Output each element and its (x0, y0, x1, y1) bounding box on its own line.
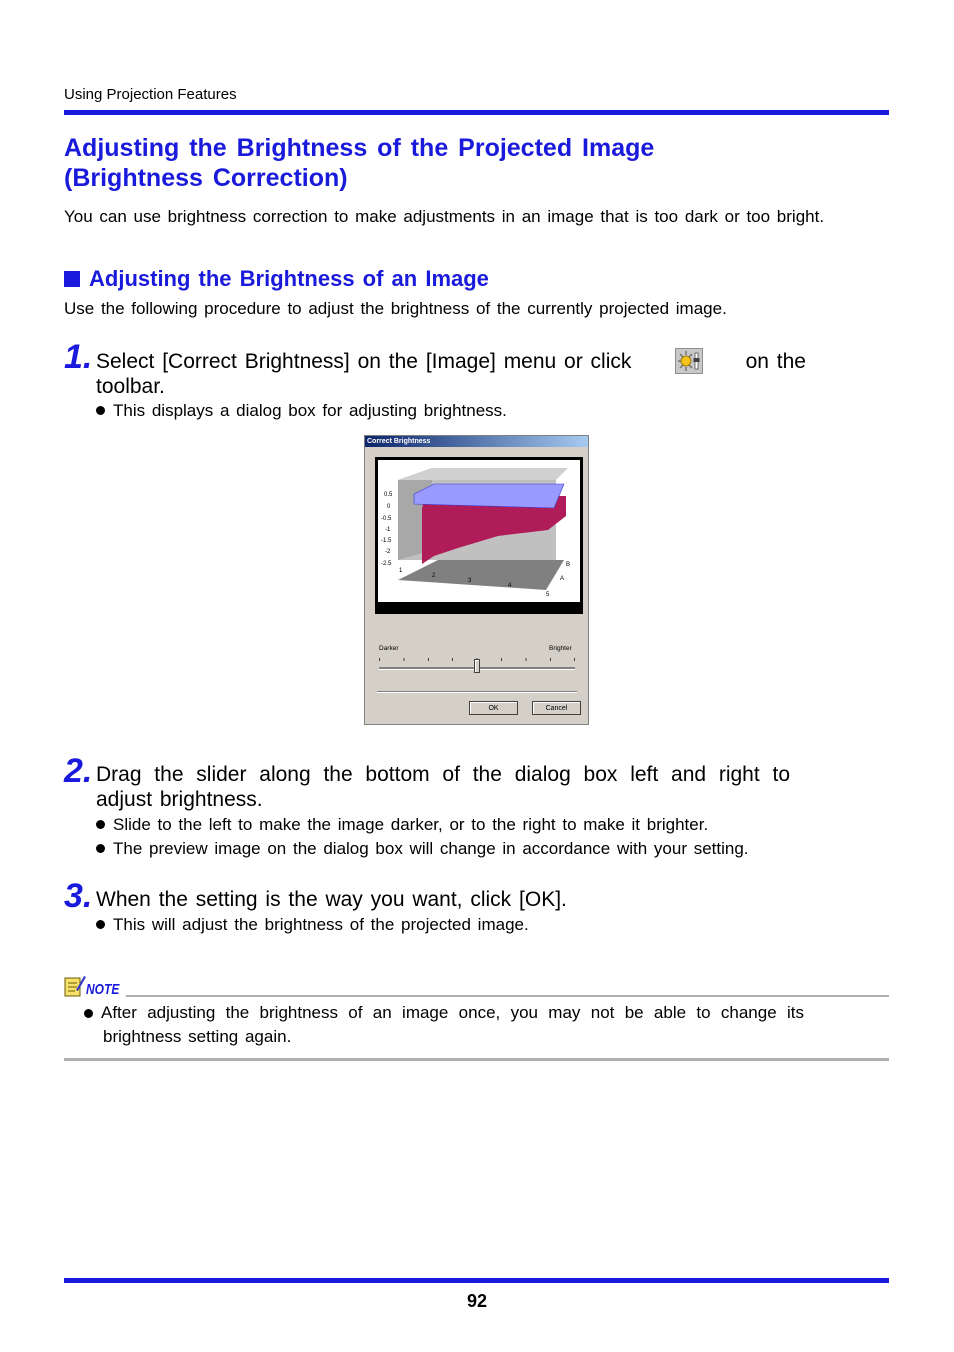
y-tick-3: -0.5 (381, 516, 392, 522)
note-line-1-text: After adjusting the brightness of an image once, you may not be able to change its (101, 1003, 804, 1022)
step-2-line2: adjust brightness. (96, 788, 263, 811)
bullet-dot-icon (96, 844, 105, 853)
slider-right-label: Brighter (549, 645, 572, 652)
slider-left-label: Darker (379, 645, 399, 652)
step-1-bullet-text: This displays a dialog box for adjusting brightness. (113, 401, 507, 420)
x-tick-4: 4 (508, 583, 512, 589)
note-line-1 (84, 1001, 804, 1025)
step-3-bullet-text: This will adjust the brightness of the projected image. (113, 915, 529, 934)
y-tick-5: -1.5 (381, 538, 392, 544)
cancel-button[interactable]: Cancel (532, 701, 581, 715)
y-tick-6: -2 (385, 549, 391, 555)
subsection-heading-text: Adjusting the Brightness of an Image (89, 266, 489, 291)
bullet-dot-icon (96, 920, 105, 929)
running-header: Using Projection Features (64, 86, 237, 103)
page-title-line2: (Brightness Correction) (64, 164, 348, 192)
ok-button[interactable]: OK (469, 701, 518, 715)
step-1-bullet (96, 399, 507, 423)
brightness-toolbar-icon (675, 348, 703, 374)
x-tick-2: 2 (432, 573, 436, 579)
note-divider (126, 995, 889, 997)
slider-thumb[interactable] (474, 659, 480, 673)
page-title-line1: Adjusting the Brightness of the Projected Image (64, 134, 655, 162)
note-label: NOTE (86, 981, 120, 998)
step-2-bullet-2-text: The preview image on the dialog box will change in accordance with your setting. (113, 839, 749, 858)
dialog-separator (377, 691, 577, 693)
chart-surface-blue (414, 484, 564, 508)
x-tick-3: 3 (468, 578, 472, 584)
bullet-dot-icon (96, 820, 105, 829)
note-bullet (84, 1001, 804, 1049)
x-tick-1: 1 (399, 568, 403, 574)
step-2-line1: Drag the slider along the bottom of the dialog box left and right to (96, 763, 790, 786)
step-2-bullet-1 (96, 813, 708, 837)
y-tick-2: 0 (387, 504, 391, 510)
step-2-text (96, 762, 790, 812)
dialog-preview-frame (375, 457, 583, 614)
bullet-dot-icon (84, 1009, 93, 1018)
step-1-number: 1. (64, 338, 93, 376)
brightness-3d-chart (378, 460, 580, 602)
y-tick-4: -1 (385, 527, 391, 533)
x-tick-5: 5 (546, 592, 550, 598)
step-1-line2: toolbar. (96, 375, 165, 398)
note-bottom-rule (64, 1058, 889, 1061)
y-tick-7: -2.5 (381, 561, 392, 567)
dialog-title-bar: Correct Brightness (365, 436, 588, 447)
subsection-description: Use the following procedure to adjust the brightness of the currently projected image. (64, 299, 727, 318)
correct-brightness-dialog (364, 435, 589, 725)
step-3-number: 3. (64, 877, 93, 915)
page-title (64, 133, 654, 193)
intro-paragraph: You can use brightness correction to make adjustments in an image that is too dark or too bright. (64, 207, 825, 226)
brightness-slider[interactable] (379, 656, 575, 676)
y-tick-1: 0.5 (384, 492, 393, 498)
page-number: 92 (466, 1291, 488, 1311)
step-2-bullet-1-text: Slide to the left to make the image darker, or to the right to make it brighter. (113, 815, 709, 834)
header-rule (64, 110, 889, 115)
footer-rule (64, 1278, 889, 1283)
step-1-text (96, 348, 806, 399)
bullet-dot-icon (96, 406, 105, 415)
step-1-line1 (96, 348, 806, 374)
step-3-bullet (96, 913, 529, 937)
subsection-heading (64, 266, 489, 292)
step-1-text-before: Select [Correct Brightness] on the [Image] menu or click (96, 349, 632, 373)
step-2-bullet-2 (96, 837, 749, 861)
note-pencil-icon (64, 974, 86, 998)
note-line-2: brightness setting again. (103, 1027, 292, 1046)
step-1-text-after: on the (745, 349, 806, 373)
step-3-text: When the setting is the way you want, click [OK]. (96, 888, 567, 911)
step-2-number: 2. (64, 752, 93, 790)
z-tick-a: A (560, 576, 565, 582)
z-tick-b: B (566, 562, 571, 568)
square-bullet-icon (64, 271, 80, 287)
